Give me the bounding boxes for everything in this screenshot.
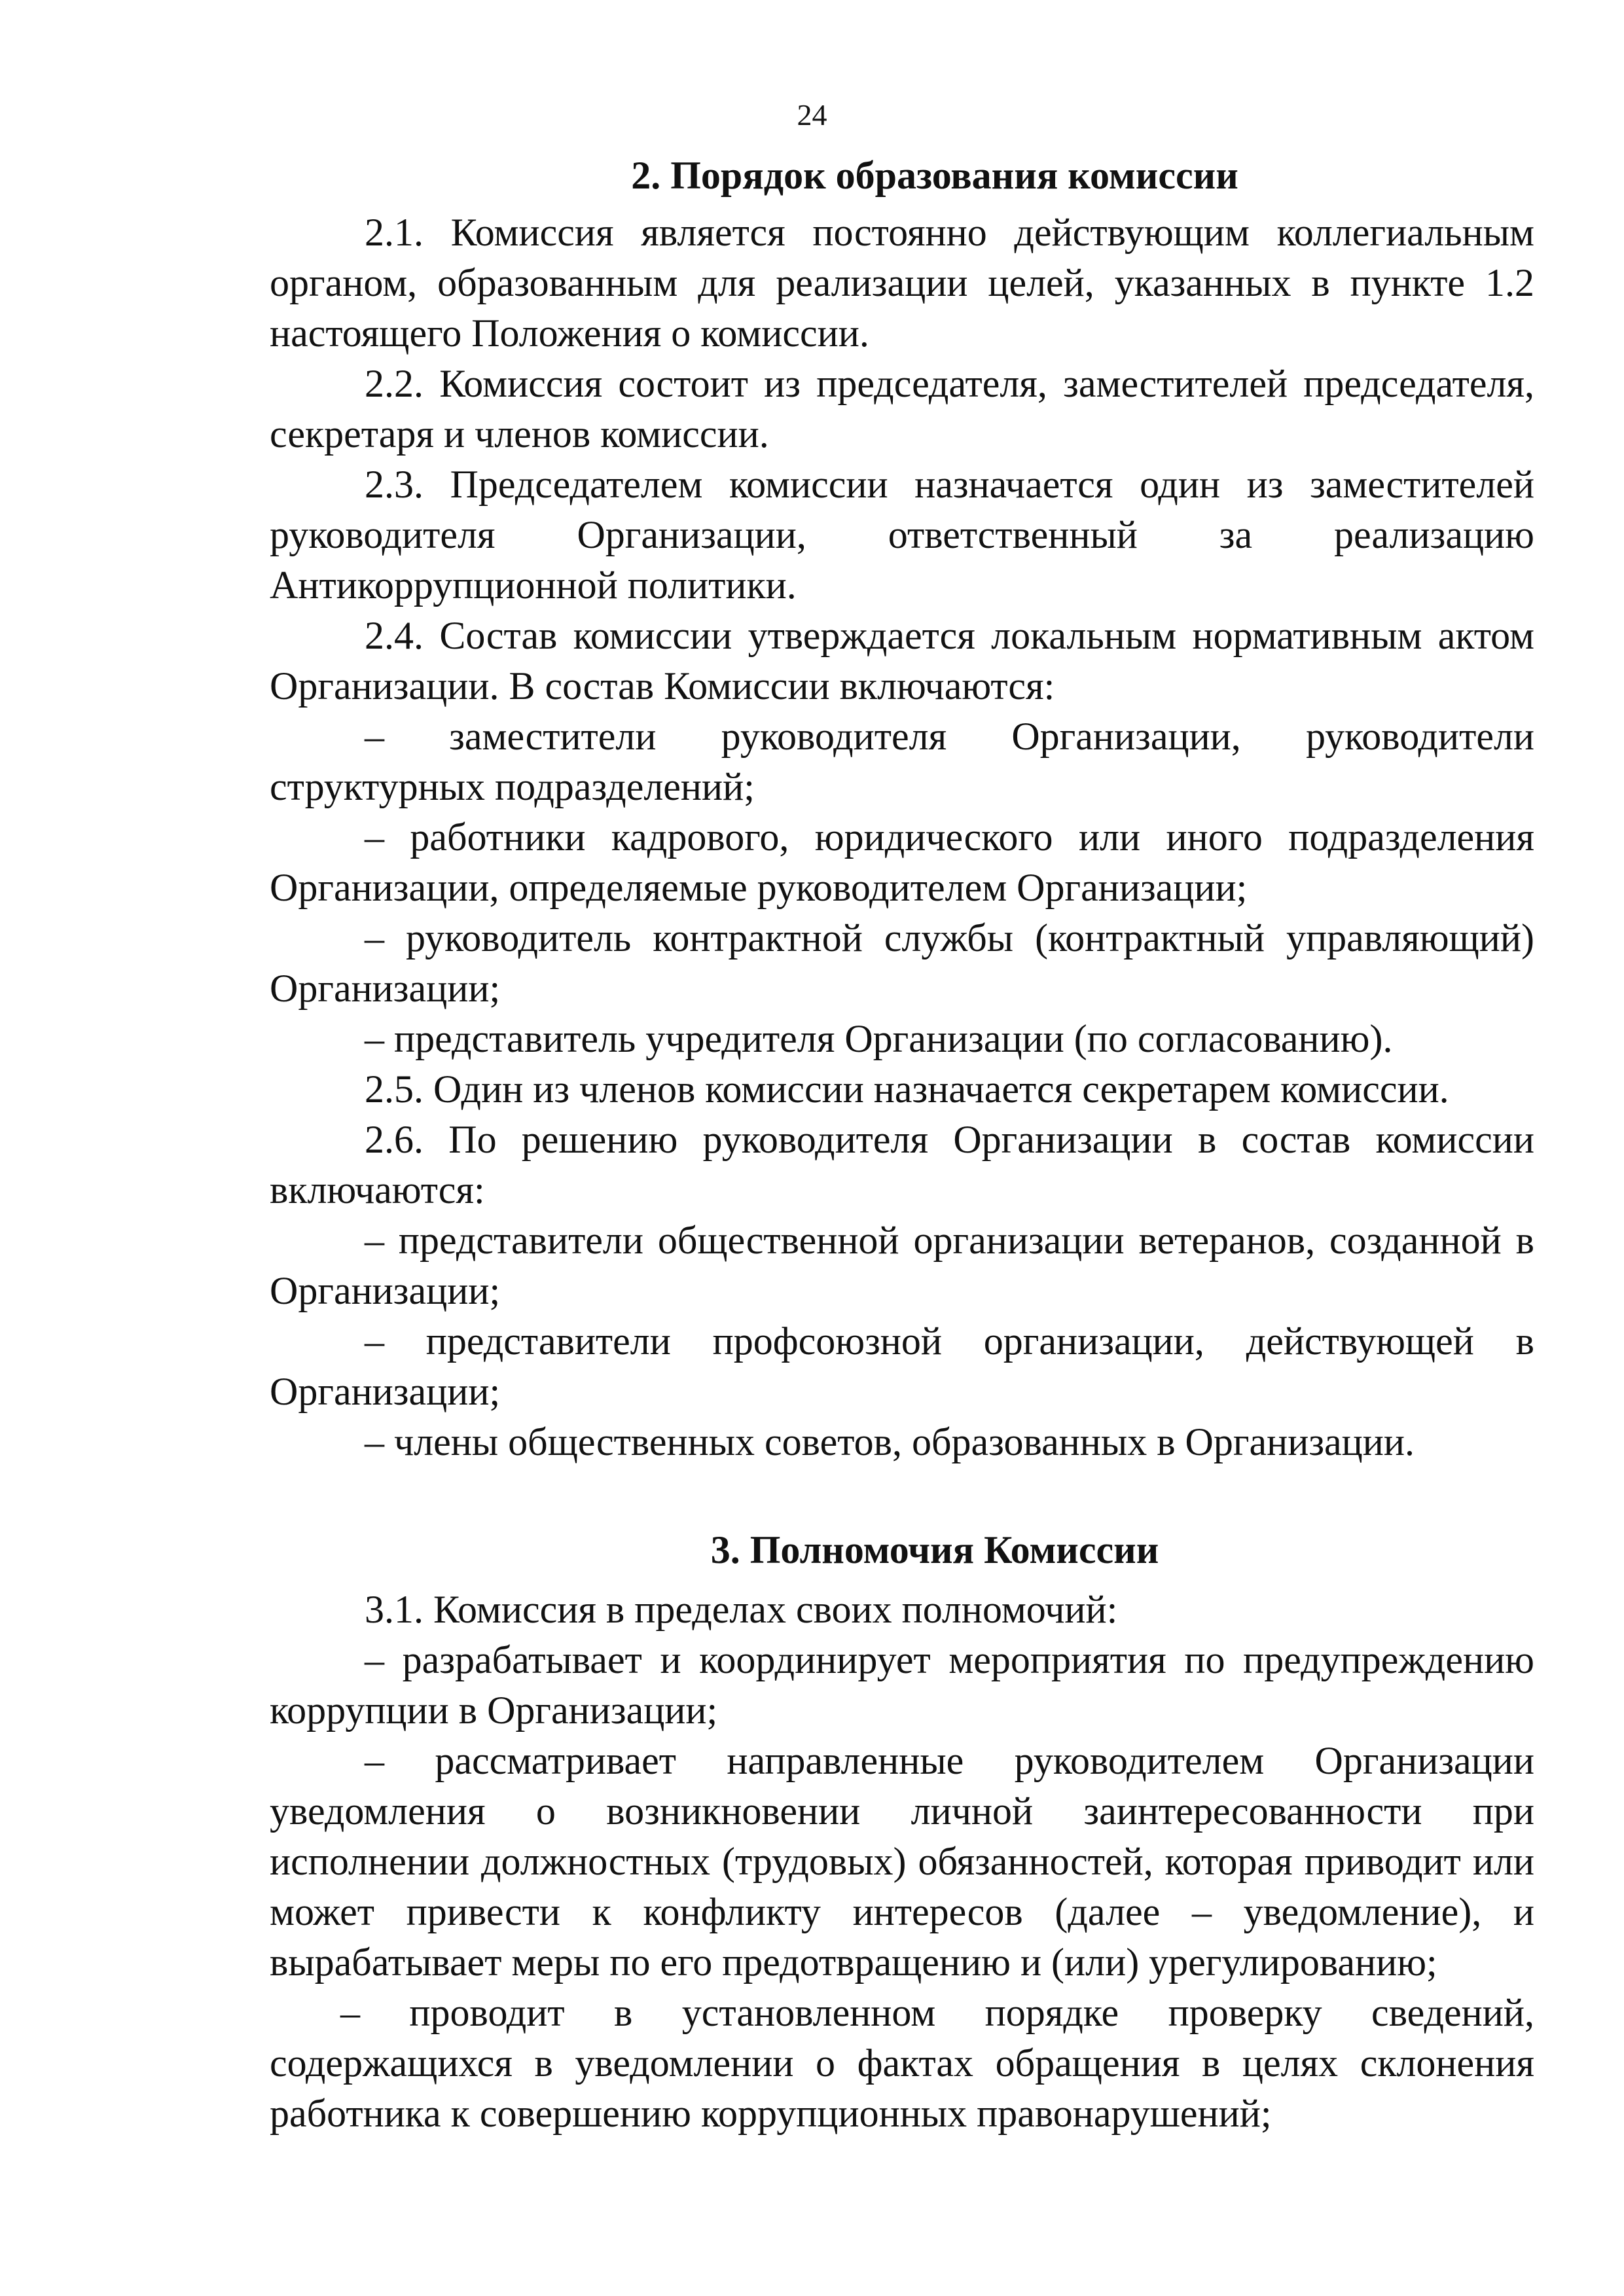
list-item: – проводит в установленном порядке проверку сведений, содержащихся в уведомлении о фактах обращения в целях склонения работника к совершению коррупционных правонарушений; <box>270 1991 1534 2135</box>
paragraph-2-6: 2.6. По решению руководителя Организации в состав комиссии включаются: <box>270 1118 1534 1211</box>
section-3-title: 3. Полномочия Комиссии <box>710 1528 1159 1571</box>
paragraph-2-5: 2.5. Один из членов комиссии назначается секретарем комиссии. <box>365 1067 1449 1111</box>
list-item: – представители общественной организации ветеранов, созданной в Организации; <box>270 1219 1534 1312</box>
list-item: – работники кадрового, юридического или иного подразделения Организации, определяемые руководителем Организации; <box>270 816 1534 909</box>
section-2-title: 2. Порядок образования комиссии <box>631 154 1238 197</box>
paragraph-2-2: 2.2. Комиссия состоит из председателя, заместителей председателя, секретаря и членов комиссии. <box>270 362 1534 456</box>
document-body <box>270 151 1534 2139</box>
paragraph-2-1: 2.1. Комиссия является постоянно действующим коллегиальным органом, образованным для реализации целей, указанных в пункте 1.2 настоящего Положения о комиссии. <box>270 211 1534 355</box>
list-item: – рассматривает направленные руководителем Организации уведомления о возникновении личной заинтересованности при исполнении должностных (трудовых) обязанностей, которая приводит или может привести к конфликту интересов (далее – уведомление), и вырабатывает меры по его предотвращению и (или) урегулированию; <box>270 1739 1534 1984</box>
list-item: – разрабатывает и координирует мероприятия по предупреждению коррупции в Организации; <box>270 1638 1534 1732</box>
list-item: – представители профсоюзной организации, действующей в Организации; <box>270 1319 1534 1413</box>
list-item: – заместители руководителя Организации, руководители структурных подразделений; <box>270 715 1534 808</box>
paragraph-2-4: 2.4. Состав комиссии утверждается локальным нормативным актом Организации. В состав Комиссии включаются: <box>270 614 1534 708</box>
list-item: – представитель учредителя Организации (по согласованию). <box>365 1017 1393 1060</box>
list-item: – члены общественных советов, образованных в Организации. <box>365 1420 1415 1463</box>
paragraph-3-1: 3.1. Комиссия в пределах своих полномочий: <box>365 1588 1118 1631</box>
list-item: – руководитель контрактной службы (контрактный управляющий) Организации; <box>270 916 1534 1010</box>
paragraph-2-3: 2.3. Председателем комиссии назначается один из заместителей руководителя Организации, ответственный за реализацию Антикоррупционной политики. <box>270 463 1534 607</box>
page-number: 24 <box>797 98 827 132</box>
